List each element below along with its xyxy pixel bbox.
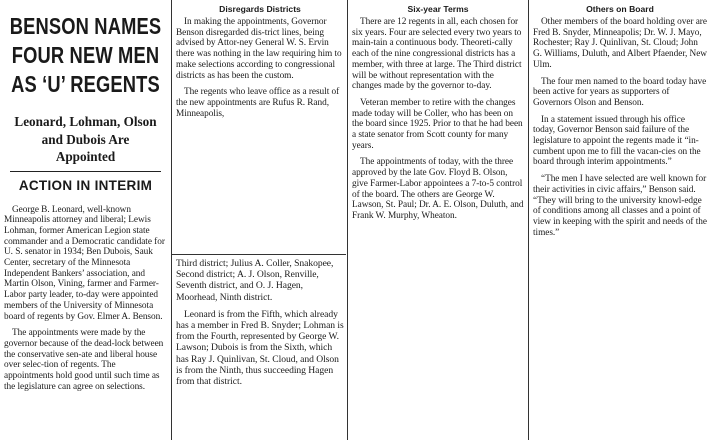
paragraph: The regents who leave office as a result of the new appointments are Rufus R. Rand, Minneapolis, — [176, 87, 340, 119]
deck-line: Appointed — [55, 149, 116, 164]
section-rule — [172, 254, 346, 255]
paragraph: In a statement issued through his office today, Governor Benson said failure of the legislature to appoint the regents made it “in-cumbent upon me to fill the vacan-cies on the board through interim appointments.” — [533, 114, 701, 168]
column-rule — [171, 0, 172, 440]
headline-line: FOUR NEW MEN — [11, 42, 160, 68]
column-3 — [352, 0, 524, 446]
column-rule — [347, 0, 348, 440]
paragraph: “The men I have selected are well known for their activities in civic affairs,” Benson said. “They will bring to the university knowl-edge of conditions among all classes and a point of view in keeping with the spirit and needs of the times.” — [533, 174, 707, 238]
column-4 — [533, 0, 707, 446]
paragraph: The appointments were made by the governor because of the dead-lock between the conservative sen-ate and liberal house over selec-tion of regents. The appointments hold good until such time as the legislature can agree on selections. — [4, 328, 164, 392]
headline-line: BENSON NAMES — [9, 13, 162, 39]
deck-line: Leonard, Lohman, Olson — [14, 114, 157, 129]
column-2-top — [176, 0, 344, 252]
column-rule — [528, 0, 529, 440]
paragraph: Third district; Julius A. Coller, Snakopee, Second district; A. J. Olson, Renville, Seventh district, and O. J. Hagen, Moorhead, Ninth district. — [176, 258, 334, 303]
deck — [6, 113, 165, 166]
headline — [5, 12, 166, 99]
column-heading: Disregards Districts — [219, 4, 301, 14]
paragraph: The four men named to the board today have been active for years as supporters of Governors Olson and Benson. — [533, 76, 707, 108]
column-heading: Others on Board — [586, 4, 654, 14]
paragraph: There are 12 regents in all, each chosen for six years. Four are selected every two years to main-tain a continuous body. Theoreti-cally each of the nine congressional districts has a member, with three at large. The Third district will be without representation with the changes made by the governor to-day. — [352, 17, 522, 92]
column-heading: Six-year Terms — [407, 4, 469, 14]
lead-column — [4, 4, 167, 440]
paragraph: Veteran member to retire with the changes made today will be Coller, who has been on the board since 1925. Prior to that he had been a state senator from Scott county for many years. — [352, 97, 523, 151]
paragraph: George B. Leonard, well-known Minneapolis attorney and liberal; Lewis Lohman, former American Legion state commander and a Democratic candidate for U. S. senator in 1934; Ben Dubois, Sauk Center, secretary of the Minnesota Independent Bankers’ association, and Martin Olson, Vining, farmer and Farmer-Labor party leader, to-day were appointed members of the University of Minnesota board of regents by Gov. Elmer A. Benson. — [4, 204, 165, 322]
column-2-continued — [176, 258, 344, 428]
subhead: ACTION IN INTERIM — [18, 177, 153, 193]
paragraph: In making the appointments, Governor Benson disregarded dis-trict lines, being advised by Attor-ney General W. S. Ervin there was nothing in the law requiring him to make selections according to congressional districts as has been the custom. — [176, 17, 342, 81]
paragraph: Other members of the board holding over are Fred B. Snyder, Minneapolis; Dr. W. J. Mayo, Rochester; Ray J. Quinlivan, St. Cloud; John G. Williams, Duluth, and Albert Pfaender, New Ulm. — [533, 17, 707, 70]
paragraph: Leonard is from the Fifth, which already has a member in Fred B. Snyder; Lohman is from the Fourth, represented by George W. Lawson; Dubois is from the Sixth, which has Ray J. Quinlivan, St. Cloud, and Olson is from the Ninth, thus succeeding Hagen from that district. — [176, 308, 344, 388]
deck-line: and Dubois Are — [41, 131, 130, 147]
lead-body — [4, 205, 167, 393]
headline-line: AS ‘U’ REGENTS — [11, 71, 160, 97]
deck-rule — [10, 171, 161, 172]
paragraph: The appointments of today, with the three approved by the late Gov. Floyd B. Olson, give Farmer-Labor appointees a 7-to-5 control of the board. The others are George W. Lawson, St. Paul; Dr. A. E. Olson, Duluth, and Frank W. Murphy, Wheaton. — [352, 157, 524, 221]
